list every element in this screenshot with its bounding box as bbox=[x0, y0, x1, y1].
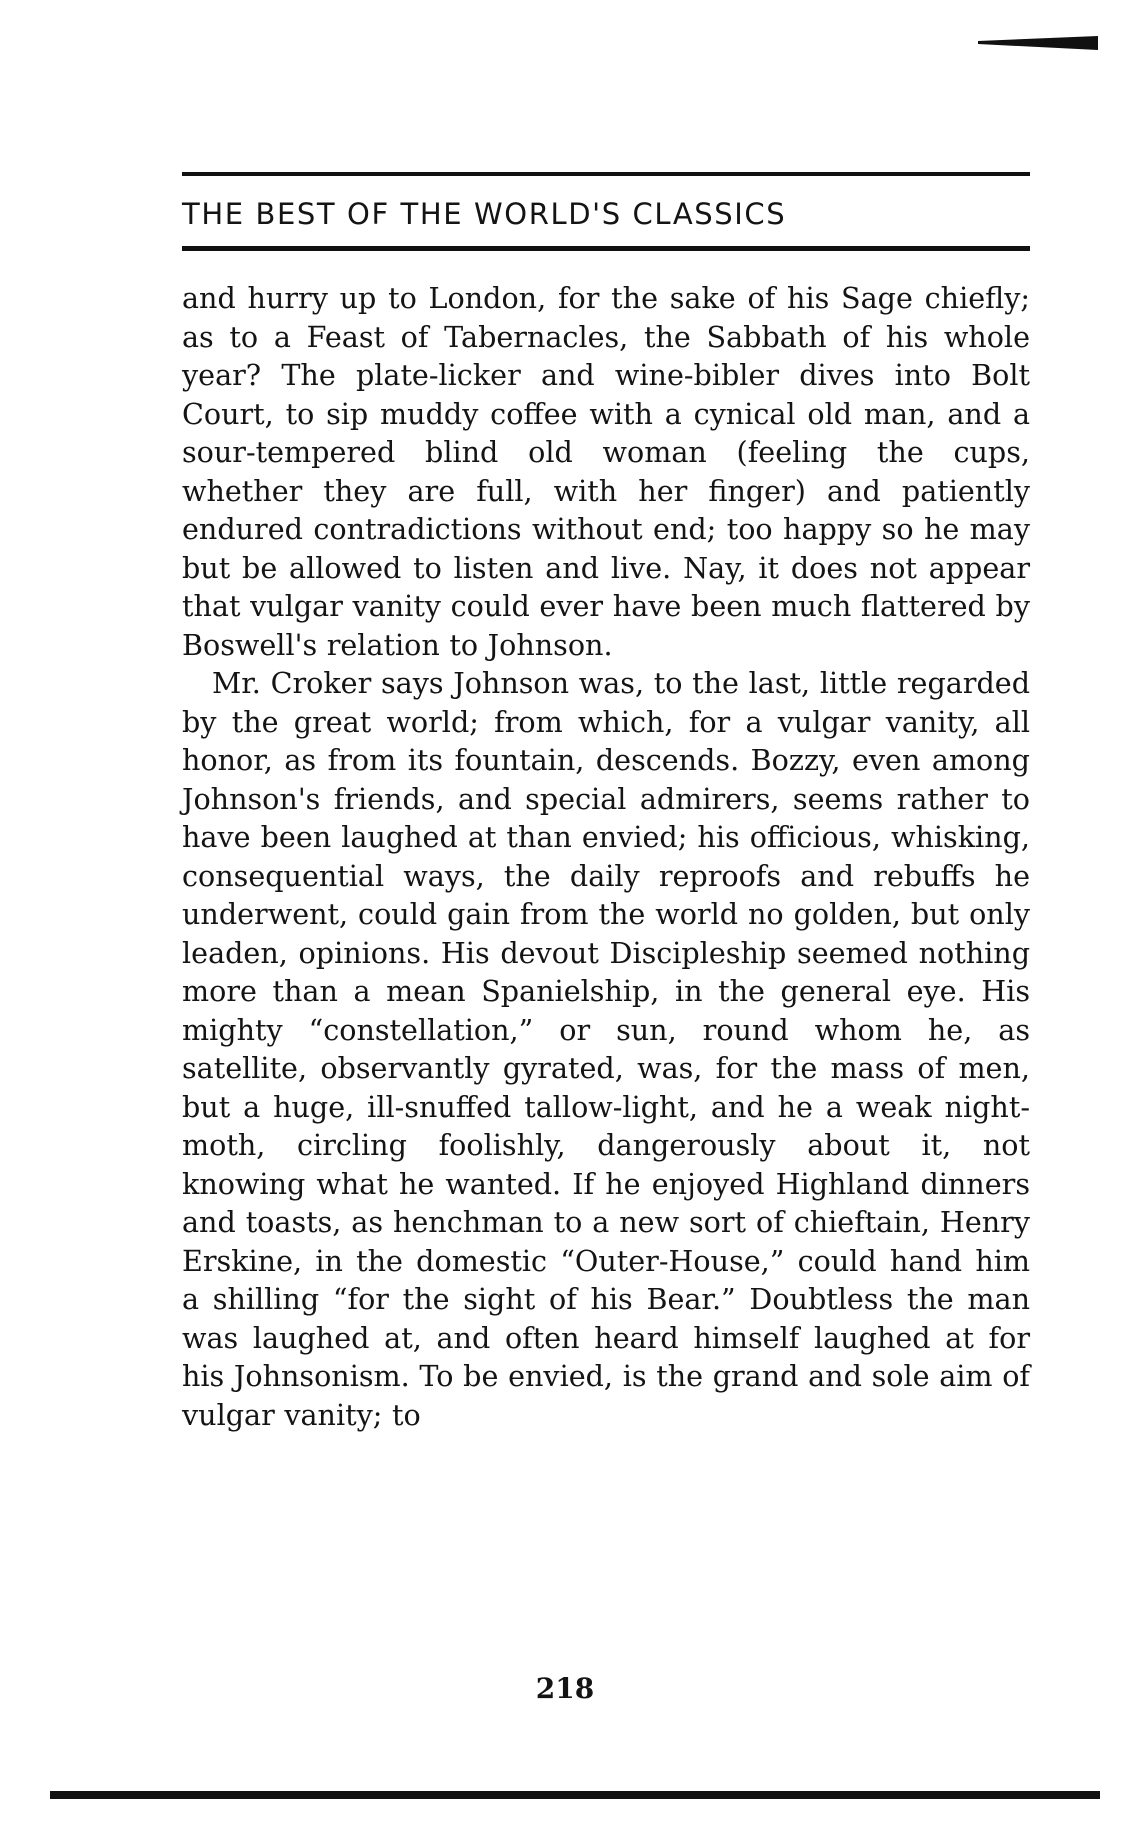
body-text bbox=[182, 279, 1030, 1434]
corner-printer-mark bbox=[978, 36, 1098, 50]
page-number: 218 bbox=[535, 1672, 595, 1705]
footer-rule bbox=[50, 1791, 1100, 1799]
header-bottom-rule bbox=[182, 246, 1030, 251]
paragraph-1: and hurry up to London, for the sake of his Sage chiefly; as to a Feast of Tabernacles, the Sabbath of his whole year? The plate-licker and wine-bibler dives into Bolt Court, to sip muddy coffee with a cynical old man, and a sour-tempered blind old woman (feeling the cups, whether they are full, with her finger) and patiently endured contradictions without end; too happy so he may but be allowed to listen and live. Nay, it does not appear that vulgar vanity could ever have been much flattered by Boswell's relation to Johnson. bbox=[182, 281, 1030, 662]
book-page bbox=[182, 172, 1030, 1434]
paragraph-2: Mr. Croker says Johnson was, to the last, little regarded by the great world; from which, for a vulgar vanity, all honor, as from its fountain, descends. Bozzy, even among Johnson's friends, and special admirers, seems rather to have been laughed at than envied; his officious, whisking, consequential ways, the daily reproofs and rebuffs he underwent, could gain from the world no golden, but only leaden, opinions. His devout Discipleship seemed nothing more than a mean Spanielship, in the general eye. His mighty “constellation,” or sun, round whom he, as satellite, observantly gyrated, was, for the mass of men, but a huge, ill-snuffed tallow-light, and he a weak night-moth, circling foolishly, dangerously about it, not knowing what he wanted. If he enjoyed Highland dinners and toasts, as henchman to a new sort of chieftain, Henry Erskine, in the domestic “Outer-House,” could hand him a shilling “for the sight of his Bear.” Doubtless the man was laughed at, and often heard himself laughed at for his Johnsonism. To be envied, is the grand and sole aim of vulgar vanity; to bbox=[182, 666, 1030, 1432]
running-head: THE BEST OF THE WORLD'S CLASSICS bbox=[182, 197, 787, 231]
header-top-rule bbox=[182, 172, 1030, 176]
